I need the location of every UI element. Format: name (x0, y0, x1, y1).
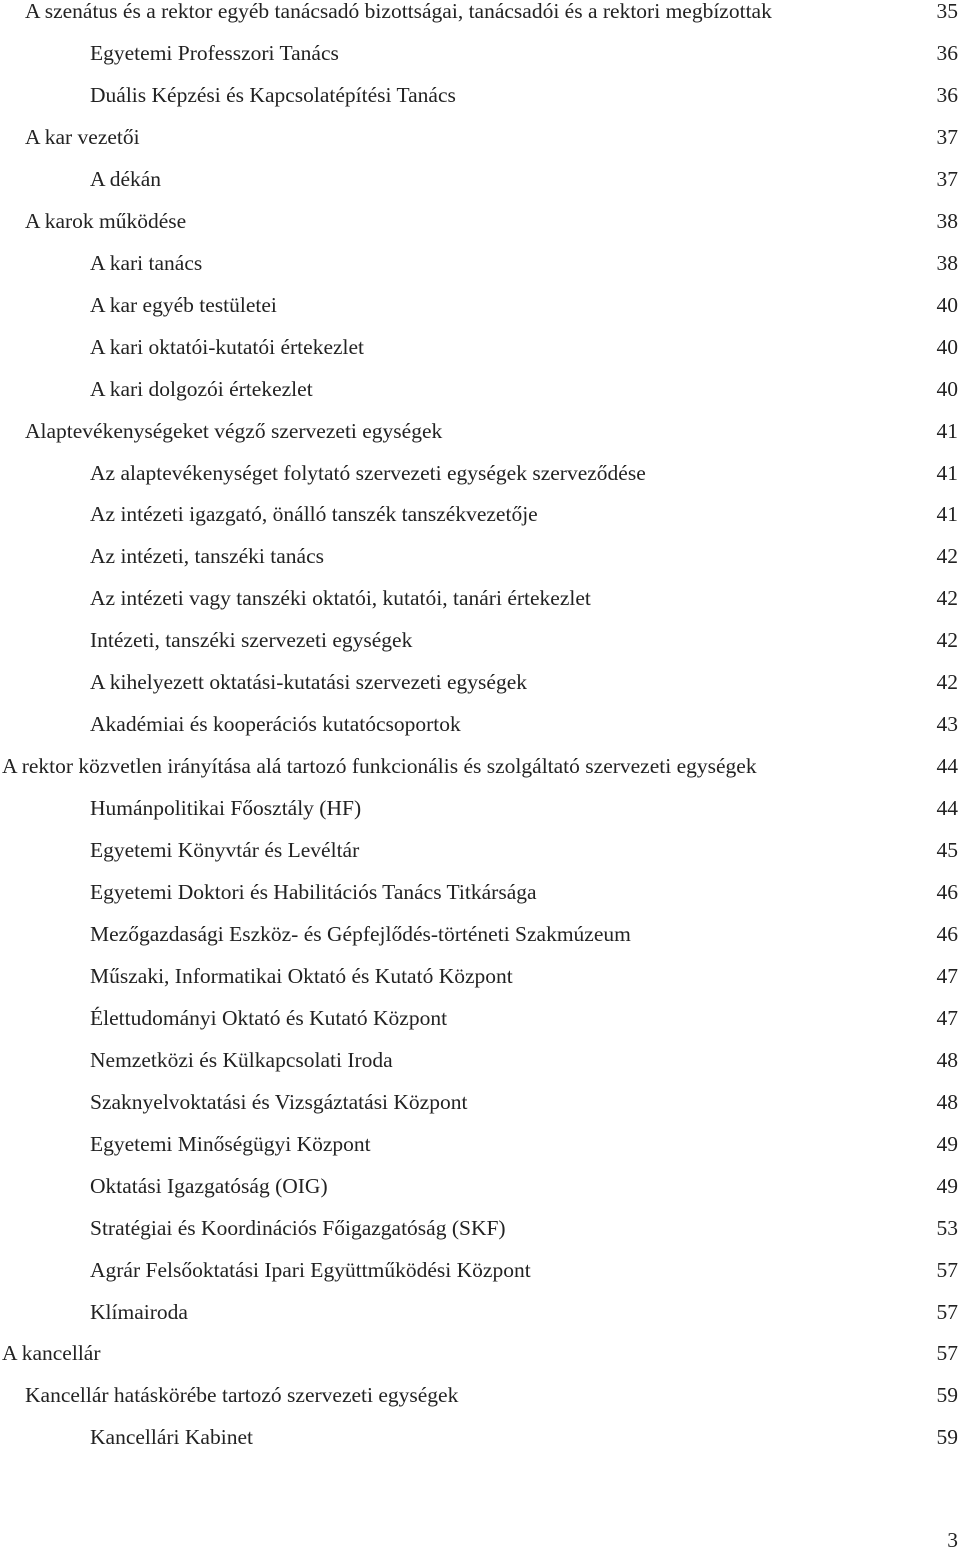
toc-entry[interactable] (0, 0, 960, 26)
page-number: 3 (947, 1528, 958, 1552)
toc-entry[interactable] (0, 332, 960, 362)
toc-entry[interactable] (0, 374, 960, 404)
toc-entry-page-number: 59 (936, 1425, 958, 1450)
toc-entry-title: Mezőgazdasági Eszköz- és Gépfejlődés-történeti Szakmúzeum (90, 921, 631, 946)
toc-entry-title: A szenátus és a rektor egyéb tanácsadó bizottságai, tanácsadói és a rektori megbízottak (25, 0, 772, 23)
toc-entry-title: Kancellár hatáskörébe tartozó szervezeti egységek (25, 1383, 459, 1408)
toc-entry-page-number: 36 (936, 41, 958, 65)
toc-entry-page-number: 36 (936, 82, 958, 107)
toc-entry[interactable] (0, 1129, 960, 1159)
toc-entry-title: Élettudományi Oktató és Kutató Központ (90, 1005, 448, 1030)
toc-entry-title: Oktatási Igazgatóság (OIG) (90, 1173, 328, 1198)
toc-entry[interactable] (0, 248, 960, 278)
toc-entry[interactable] (0, 541, 960, 571)
toc-entry-title: Klímairoda (90, 1299, 188, 1324)
toc-entry-page-number: 41 (936, 502, 958, 527)
toc-entry-page-number: 41 (936, 418, 958, 443)
toc-entry[interactable] (0, 1045, 960, 1075)
toc-entry-page-number: 53 (936, 1215, 958, 1240)
toc-entry-title: A rektor közvetlen irányítása alá tartozó funkcionális és szolgáltató szervezeti egységek (2, 754, 757, 779)
toc-entry-title: Alaptevékenységeket végző szervezeti egységek (25, 418, 443, 443)
toc-entry[interactable] (0, 667, 960, 697)
toc-entry-page-number: 47 (936, 1005, 958, 1030)
toc-entry[interactable] (0, 164, 960, 194)
toc-entry-page-number: 42 (936, 586, 958, 611)
toc-entry[interactable] (0, 1213, 960, 1243)
toc-entry-page-number: 48 (936, 1047, 958, 1072)
toc-entry-title: Egyetemi Minőségügyi Központ (90, 1131, 371, 1156)
toc-entry-title: Szaknyelvoktatási és Vizsgáztatási Központ (90, 1089, 468, 1114)
toc-entry-page-number: 57 (936, 1257, 958, 1282)
toc-entry-title: Az alaptevékenységet folytató szervezeti egységek szerveződése (90, 460, 646, 485)
toc-entry[interactable] (0, 1422, 960, 1452)
toc-entry[interactable] (0, 38, 960, 68)
toc-entry[interactable] (0, 416, 960, 446)
toc-entry[interactable] (0, 499, 960, 529)
toc-entry[interactable] (0, 583, 960, 613)
toc-entry-page-number: 44 (936, 754, 958, 779)
toc-entry-page-number: 48 (936, 1089, 958, 1114)
toc-entry-title: Egyetemi Doktori és Habilitációs Tanács Titkársága (90, 880, 537, 904)
toc-entry-page-number: 49 (936, 1173, 958, 1198)
toc-entry[interactable] (0, 919, 960, 949)
toc-entry-title: Egyetemi Professzori Tanács (90, 41, 339, 65)
toc-entry-title: Stratégiai és Koordinációs Főigazgatóság (SKF) (90, 1215, 506, 1240)
toc-entry-page-number: 43 (936, 712, 958, 737)
toc-entry-page-number: 40 (936, 292, 958, 317)
toc-entry[interactable] (0, 625, 960, 655)
toc-entry-page-number: 42 (936, 544, 958, 569)
toc-entry-page-number: 41 (936, 460, 958, 485)
toc-entry[interactable] (0, 1087, 960, 1117)
toc-entry-page-number: 38 (936, 250, 958, 275)
toc-entry-title: A kari tanács (90, 250, 203, 275)
toc-entry[interactable] (0, 80, 960, 110)
toc-entry[interactable] (0, 458, 960, 488)
toc-entry-title: A kari dolgozói értekezlet (90, 376, 313, 401)
toc-entry-page-number: 37 (936, 166, 958, 191)
toc-entry[interactable] (0, 122, 960, 152)
toc-entry[interactable] (0, 835, 960, 865)
toc-entry-page-number: 40 (936, 376, 958, 401)
toc-entry-title: A kari oktatói-kutatói értekezlet (90, 334, 365, 359)
toc-entry-page-number: 37 (936, 124, 958, 149)
toc-entry-page-number: 38 (936, 208, 958, 233)
toc-entry-page-number: 59 (936, 1383, 958, 1408)
toc-entry[interactable] (0, 1380, 960, 1410)
toc-entry-page-number: 49 (936, 1131, 958, 1156)
toc-entry[interactable] (0, 1003, 960, 1033)
toc-entry-title: A kar egyéb testületei (90, 292, 277, 317)
toc-entry-title: Humánpolitikai Főosztály (HF) (90, 796, 362, 821)
toc-entry-page-number: 47 (936, 963, 958, 988)
toc-entry[interactable] (0, 709, 960, 739)
toc-entry-title: Nemzetközi és Külkapcsolati Iroda (90, 1047, 393, 1072)
toc-entry-title: A karok működése (25, 208, 187, 233)
toc-entry-title: A kancellár (2, 1341, 101, 1366)
toc-entry[interactable] (0, 1171, 960, 1201)
toc-entry[interactable] (0, 1297, 960, 1327)
toc-entry-title: Akadémiai és kooperációs kutatócsoportok (90, 712, 461, 737)
toc-entry[interactable] (0, 1338, 960, 1368)
toc-entry-title: Egyetemi Könyvtár és Levéltár (90, 838, 360, 862)
toc-entry-title: A kar vezetői (25, 124, 140, 149)
toc-entry[interactable] (0, 1255, 960, 1285)
toc-entry-page-number: 42 (936, 628, 958, 653)
toc-entry-title: A kihelyezett oktatási-kutatási szervezeti egységek (90, 670, 527, 695)
toc-entry-title: Agrár Felsőoktatási Ipari Együttműködési Központ (90, 1257, 531, 1282)
toc-entry-page-number: 57 (936, 1341, 958, 1366)
toc-entry[interactable] (0, 290, 960, 320)
toc-entry[interactable] (0, 206, 960, 236)
toc-entry-page-number: 45 (936, 838, 958, 862)
toc-entry-page-number: 35 (936, 0, 958, 23)
toc-entry-page-number: 57 (936, 1299, 958, 1324)
toc-entry-title: Műszaki, Informatikai Oktató és Kutató Központ (90, 963, 513, 988)
toc-entry-title: A dékán (90, 166, 162, 191)
toc-entry[interactable] (0, 877, 960, 907)
toc-entry-page-number: 42 (936, 670, 958, 695)
toc-entry-title: Az intézeti vagy tanszéki oktatói, kutatói, tanári értekezlet (90, 586, 591, 611)
toc-entry-title: Az intézeti, tanszéki tanács (90, 544, 325, 569)
toc-entry-page-number: 46 (936, 880, 958, 904)
toc-entry[interactable] (0, 961, 960, 991)
toc-entry-title: Kancellári Kabinet (90, 1425, 253, 1450)
toc-entry-page-number: 46 (936, 921, 958, 946)
toc-entry[interactable] (0, 793, 960, 823)
toc-entry-title: Intézeti, tanszéki szervezeti egységek (90, 628, 413, 653)
toc-entry-title: Az intézeti igazgató, önálló tanszék tanszékvezetője (90, 502, 538, 527)
toc-entry-page-number: 44 (936, 796, 958, 821)
toc-entry-title: Duális Képzési és Kapcsolatépítési Tanács (90, 82, 456, 107)
toc-entry[interactable] (0, 751, 960, 781)
toc-entry-page-number: 40 (936, 334, 958, 359)
